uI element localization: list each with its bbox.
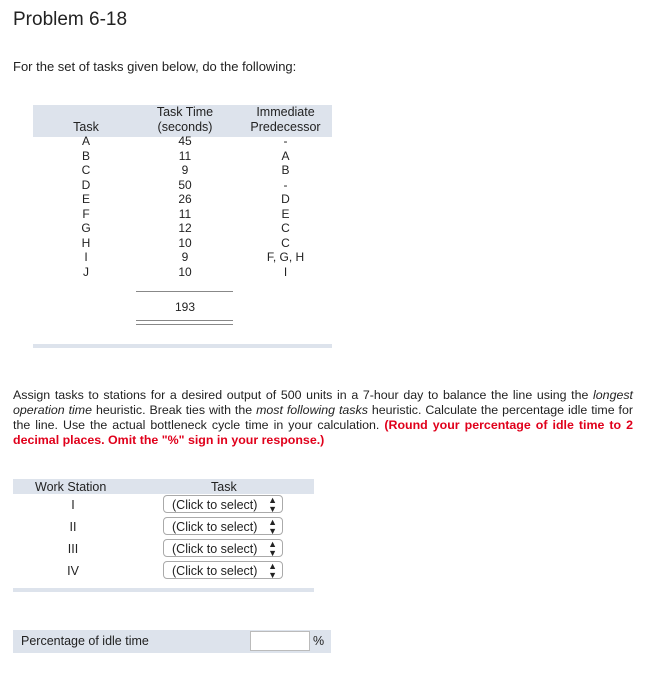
station-table-bottom-band <box>13 588 314 592</box>
sum-rule <box>136 291 233 292</box>
task-time-total: 193 <box>174 300 196 314</box>
station-row <box>13 560 314 582</box>
idle-time-input[interactable] <box>250 631 310 651</box>
table-row: H 10 C <box>81 235 290 250</box>
intro-text: For the set of tasks given below, do the following: <box>13 59 297 74</box>
select-arrows-icon: ▲ ▼ <box>268 539 277 558</box>
task-select-station-4[interactable]: (Click to select) ▲ ▼ <box>163 561 283 579</box>
percent-sign: % <box>313 634 325 648</box>
station-table-header <box>13 479 314 494</box>
station-row <box>13 494 314 516</box>
page-title: Problem 6-18 <box>13 9 128 30</box>
station-row <box>13 516 314 538</box>
table-row: C 9 B <box>81 163 290 177</box>
double-rule-top <box>136 320 233 321</box>
task-select-station-3[interactable]: (Click to select) ▲ ▼ <box>163 539 283 557</box>
select-arrows-icon: ▲ ▼ <box>268 517 277 536</box>
table-row: G 12 C <box>81 221 290 235</box>
header-task: Task <box>73 120 99 134</box>
station-row <box>13 538 314 560</box>
table-row: E 26 D <box>81 192 290 206</box>
header-predecessor: Immediate Predecessor <box>250 105 321 134</box>
station-label: IV <box>67 564 79 578</box>
header-task-select: Task <box>211 480 237 494</box>
table-row: B 11 A <box>81 148 290 163</box>
station-label: II <box>69 520 77 534</box>
station-label: III <box>67 542 79 556</box>
station-label: I <box>71 498 75 512</box>
idle-time-row <box>13 630 331 653</box>
task-select-station-1[interactable]: (Click to select) ▲ ▼ <box>163 495 283 513</box>
table-row: I 9 F, G, H <box>84 250 305 264</box>
table-row: F 11 E <box>82 206 290 221</box>
header-work-station: Work Station <box>35 480 107 494</box>
table-row: D 50 - <box>81 177 288 192</box>
task-select-station-2[interactable]: (Click to select) ▲ ▼ <box>163 517 283 535</box>
idle-time-label: Percentage of idle time <box>21 634 149 648</box>
table-row: A 45 - <box>81 134 288 148</box>
double-rule-bottom <box>136 324 233 325</box>
task-table-header <box>33 105 332 137</box>
select-arrows-icon: ▲ ▼ <box>268 561 277 580</box>
table-row: J 10 I <box>83 264 288 279</box>
select-arrows-icon: ▲ ▼ <box>268 495 277 514</box>
instructions: Assign tasks to stations for a desired output of 500 units in a 7-hour day to balance the line using the longest operation time heuristic. Break ties with the most following tasks heuristic. Calculate the percentage idle time for the line. Use the actual bottleneck cycle time in your calculation. (Round your percentage of idle time to 2 decimal places. Omit the "%" sign in your response.) <box>13 388 633 447</box>
header-task-time: Task Time (seconds) <box>156 105 214 134</box>
table-bottom-band <box>33 344 332 348</box>
